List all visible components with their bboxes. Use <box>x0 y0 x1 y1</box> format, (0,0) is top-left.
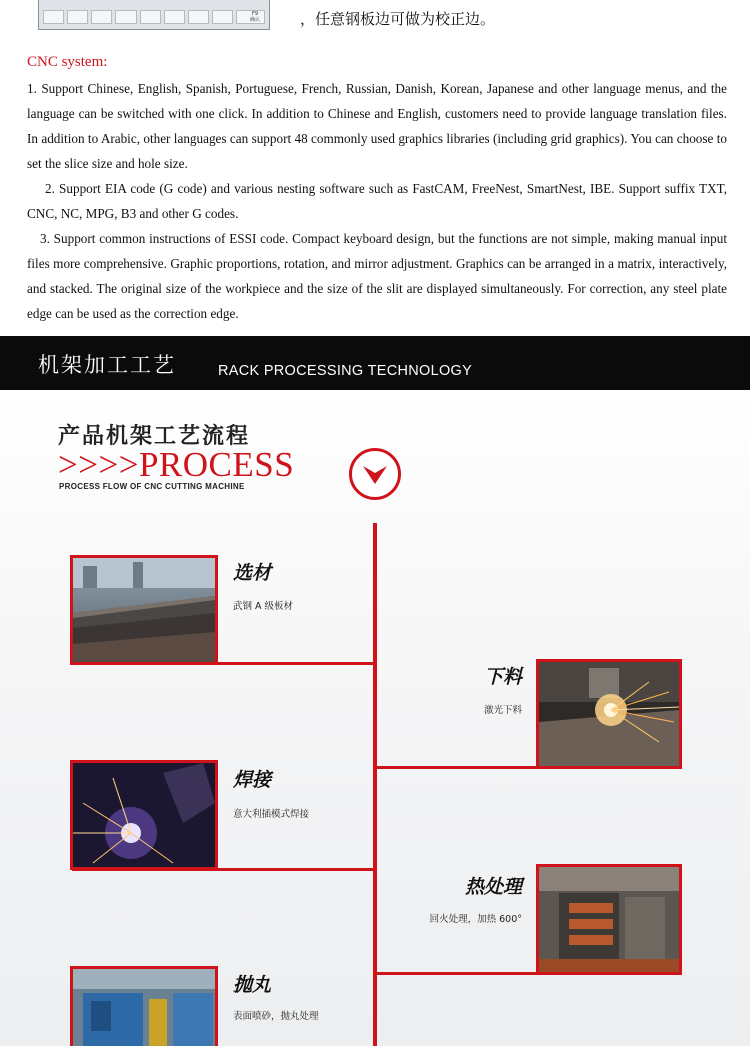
step-description: 激光下料 <box>483 705 522 716</box>
step-description: 回火处理，加热 600° <box>429 914 522 925</box>
panel-key <box>140 10 161 24</box>
panel-key-row <box>43 10 265 24</box>
step-photo-heat-treatment <box>536 864 682 975</box>
panel-key <box>164 10 185 24</box>
cnc-paragraph-2: 2. Support EIA code (G code) and various nesting software such as FastCAM, FreeNest, SmartNest, IBE. Support suffix TXT, CNC, NC, MPG, B3 and other G codes. <box>27 181 727 221</box>
process-subheading: PROCESS FLOW OF CNC CUTTING MACHINE <box>59 482 245 491</box>
step-description: 武钢 A 级板材 <box>233 601 294 612</box>
steel-plates-image <box>73 558 215 662</box>
step-title: 抛丸 <box>233 974 272 996</box>
panel-key-confirm <box>236 10 265 24</box>
cnc-paragraph-3: 3. Support common instructions of ESSI code. Compact keyboard design, but the functions are not simple, making manual input files more comprehensive. Graphic proportions, rotation, and mirror adjustment. Graphics can be arranged in a matrix, interactively, and stacked. The original size of the workpiece and the size of the slit are displayed simultaneously. For correction, any steel plate edge can be used as the correction edge. <box>27 231 727 321</box>
top-fragment <box>0 0 750 48</box>
welding-image <box>73 763 215 867</box>
panel-key <box>212 10 233 24</box>
process-heading-en: >>>>PROCESS <box>58 445 295 484</box>
panel-key <box>43 10 64 24</box>
step-description: 意大利插模式焊接 <box>233 809 310 820</box>
chevron-down-icon <box>352 451 398 497</box>
step-photo-shot-blasting <box>70 966 218 1046</box>
laser-cutting-image <box>539 662 679 766</box>
scroll-down-button[interactable] <box>349 448 401 500</box>
process-heading-cn: 产品机架工艺流程 <box>58 424 251 449</box>
step-title: 选材 <box>233 562 272 584</box>
step-photo-welding <box>70 760 218 870</box>
panel-key-label: F9 确认 <box>250 11 261 23</box>
cnc-title: CNC system: <box>27 54 108 70</box>
timeline-vertical-line <box>373 523 377 1046</box>
panel-key <box>188 10 209 24</box>
section-banner <box>0 336 750 390</box>
heat-treatment-image <box>539 867 679 972</box>
step-title: 下料 <box>483 666 522 688</box>
banner-title-cn: 机架加工工艺 <box>38 353 176 377</box>
panel-key <box>115 10 136 24</box>
banner-title-en: RACK PROCESSING TECHNOLOGY <box>218 363 473 379</box>
step-photo-steel-plates <box>70 555 218 665</box>
step-title: 热处理 <box>464 876 522 898</box>
step-photo-laser-cutting <box>536 659 682 769</box>
cnc-description <box>27 76 727 326</box>
process-section <box>0 390 750 1046</box>
panel-key <box>67 10 88 24</box>
shot-blasting-image <box>73 969 215 1046</box>
control-panel-image <box>38 0 270 30</box>
top-caption: ，任意钢板边可做为校正边。 <box>300 10 496 28</box>
step-title: 焊接 <box>233 769 272 791</box>
cnc-paragraph-1: 1. Support Chinese, English, Spanish, Portuguese, French, Russian, Danish, Korean, Japanese and other language menus, and the language can be switched with one click. In addition to Chinese and English, customers need to provide language translation files. In addition to Arabic, other languages can support 48 commonly used graphics libraries (including grid graphics). You can choose to set the slice size and hole size. <box>27 81 727 171</box>
panel-key <box>91 10 112 24</box>
step-description: 表面喷砂，抛丸处理 <box>233 1011 319 1022</box>
